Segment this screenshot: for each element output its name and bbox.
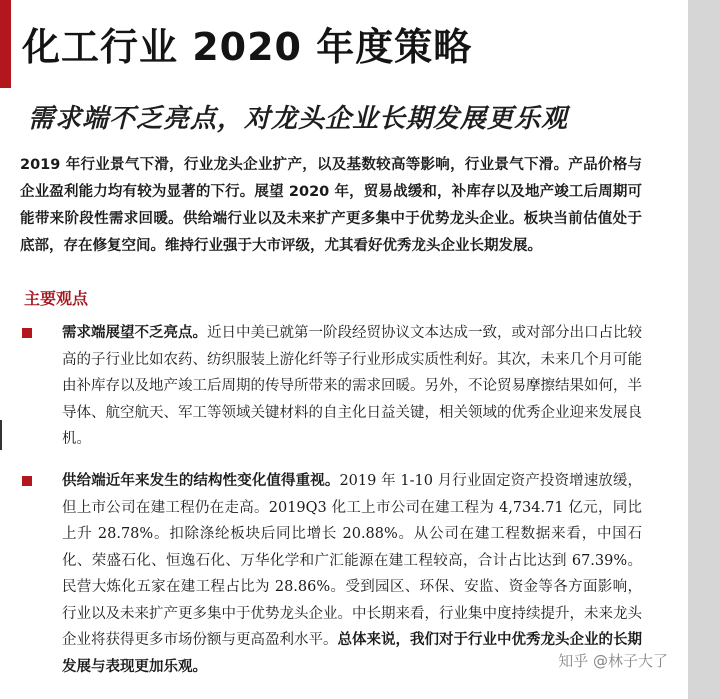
- key-point-text: [62, 468, 642, 680]
- summary-paragraph: 2019 年行业景气下滑，行业龙头企业扩产，以及基数较高等影响，行业景气下滑。产品价格与企业盈利能力均有较为显著的下行。展望 2020 年，贸易战缓和，补库存以及地产竣工后周期可能带来阶段性需求回暖。供给端行业以及未来扩产更多集中于优势龙头企业。板块当前估值处于底部，存在修复空间。维持行业强于大市评级，尤其看好优秀龙头企业长期发展。: [20, 157, 642, 254]
- key-point-lead: 需求端展望不乏亮点。: [62, 325, 207, 341]
- section-heading: 主要观点: [24, 289, 89, 308]
- watermark: 知乎 @林子大了: [558, 652, 668, 670]
- key-point-conclusion: 总体来说，我们对于行业中优秀龙头企业的长期发展与表现更加乐观。: [62, 632, 642, 675]
- key-point-body: 2019 年 1-10 月行业固定资产投资增速放缓，但上市公司在建工程仍在走高。2019Q3 化工上市公司在建工程为 4,734.71 亿元，同比上升 28.78%。扣除涤纶板块后同比增长 20.88%。从公司在建工程数据来看，中国石化、荣盛石化、恒逸石化、万华化学和广汇能源在建工程较高，合计占比达到 67.39%。民营大炼化五家在建工程占比为 28.86%。受到园区、环保、安监、资金等各方面影响，行业以及未来扩产更多集中于优势龙头企业。中长期来看，行业集中度持续提升，未来龙头企业将获得更多市场份额与更高盈利水平。: [62, 473, 642, 648]
- page-title: 化工行业 2020 年度策略: [22, 25, 473, 69]
- page-subtitle: 需求端不乏亮点，对龙头企业长期发展更乐观: [28, 104, 569, 134]
- key-point: [22, 320, 642, 453]
- square-bullet-icon: [22, 328, 32, 338]
- square-bullet-icon: [22, 476, 32, 486]
- key-point-lead: 供给端近年来发生的结构性变化值得重视。: [62, 473, 340, 489]
- key-point-text: [62, 320, 642, 453]
- page-edge-mark: [0, 420, 2, 450]
- accent-bar: [0, 0, 11, 88]
- key-point: [22, 468, 642, 680]
- key-point-body: 近日中美已就第一阶段经贸协议文本达成一致，或对部分出口占比较高的子行业比如农药、纺织服装上游化纤等子行业形成实质性利好。其次，未来几个月可能由补库存以及地产竣工后周期的传导所带来的需求回暖。另外，不论贸易摩擦结果如何，半导体、航空航天、军工等领域关键材料的自主化日益关键，相关领域的优秀企业迎来发展良机。: [62, 325, 642, 447]
